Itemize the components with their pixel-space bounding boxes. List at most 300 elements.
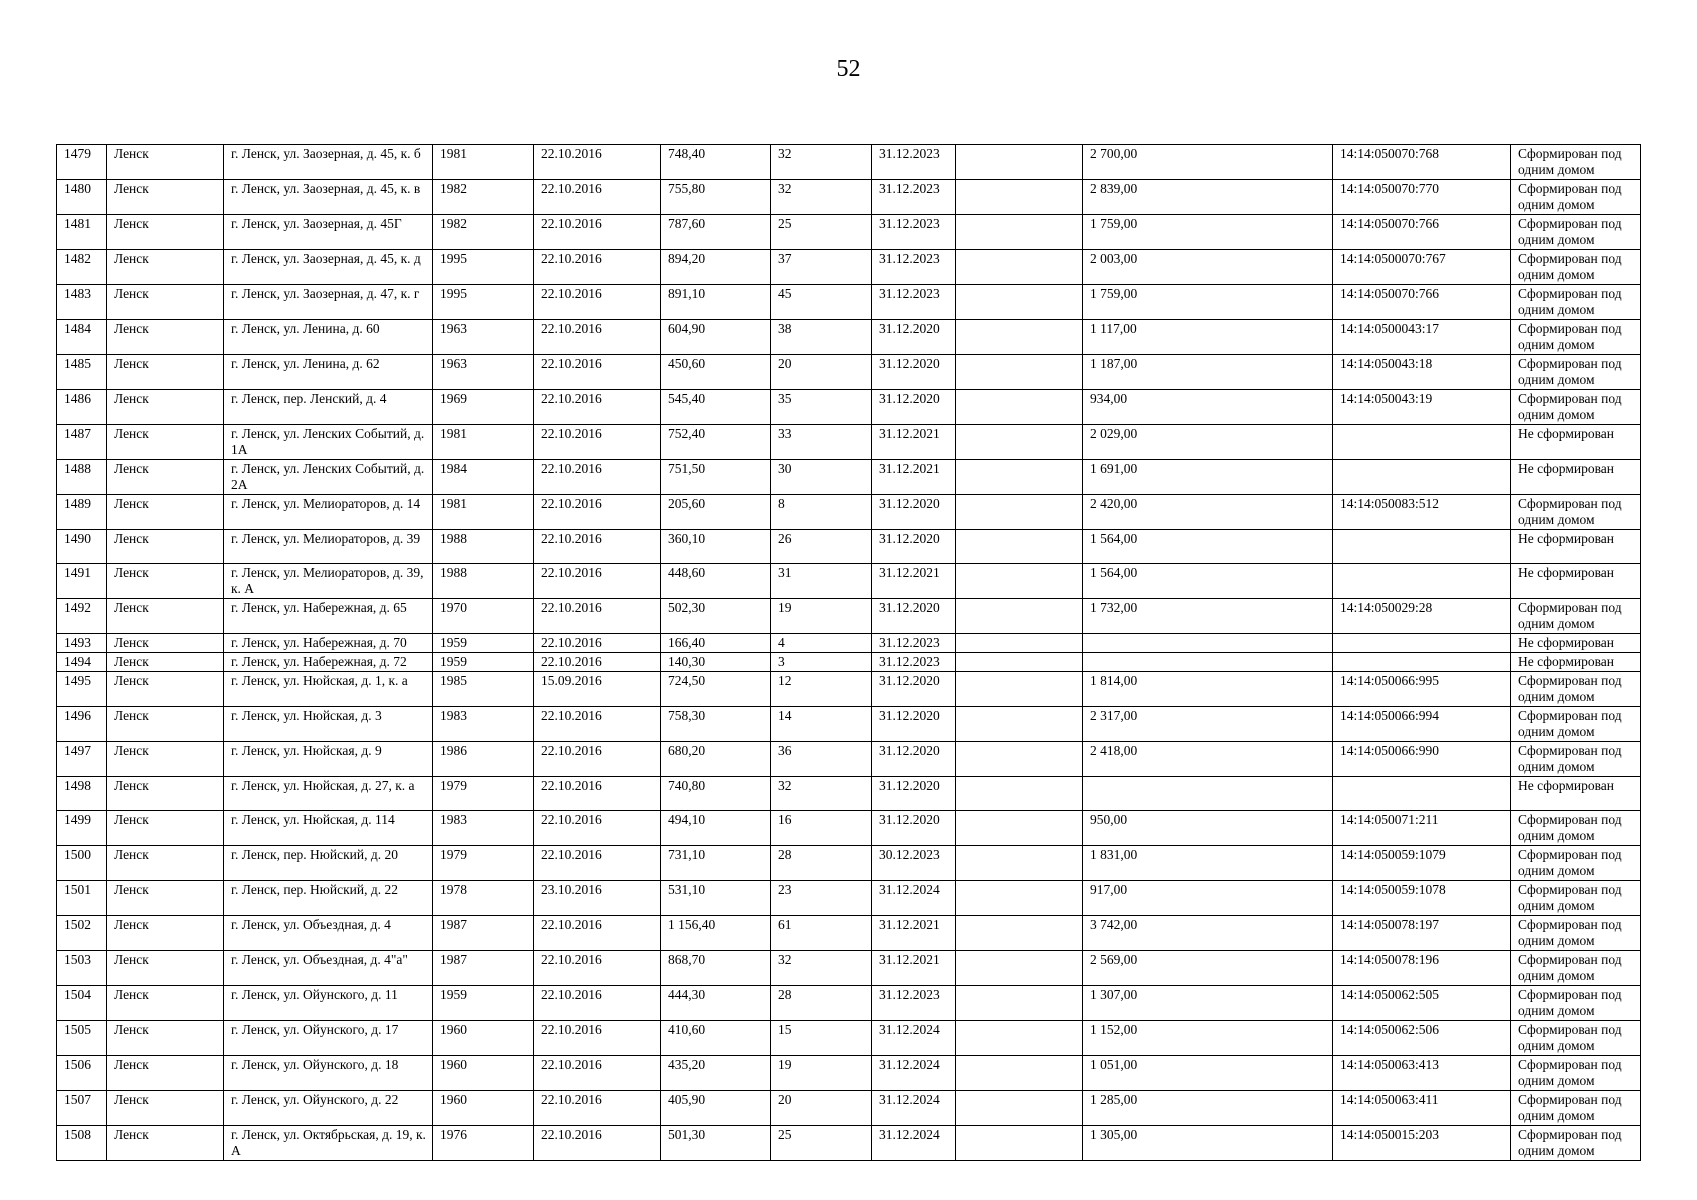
blank-cell bbox=[956, 390, 1083, 425]
cost-cell: 1 152,00 bbox=[1083, 1021, 1333, 1056]
blank-cell bbox=[956, 285, 1083, 320]
status-cell: Сформирован под одним домом bbox=[1511, 390, 1641, 425]
city-cell: Ленск bbox=[107, 390, 224, 425]
table-row bbox=[57, 215, 1641, 250]
address-cell: г. Ленск, пер. Нюйский, д. 22 bbox=[224, 881, 433, 916]
blank-cell bbox=[956, 145, 1083, 180]
address-cell: г. Ленск, ул. Ойунского, д. 11 bbox=[224, 986, 433, 1021]
cost-cell: 3 742,00 bbox=[1083, 916, 1333, 951]
build-year-cell: 1987 bbox=[433, 916, 534, 951]
blank-cell bbox=[956, 180, 1083, 215]
cost-cell: 1 759,00 bbox=[1083, 285, 1333, 320]
city-cell: Ленск bbox=[107, 1091, 224, 1126]
cadastral-number-cell: 14:14:050043:19 bbox=[1333, 390, 1511, 425]
residents-cell: 16 bbox=[771, 811, 872, 846]
residents-cell: 23 bbox=[771, 881, 872, 916]
date-cell: 22.10.2016 bbox=[534, 390, 661, 425]
residents-cell: 35 bbox=[771, 390, 872, 425]
date-cell: 22.10.2016 bbox=[534, 986, 661, 1021]
deadline-cell: 31.12.2023 bbox=[872, 250, 956, 285]
table-row bbox=[57, 672, 1641, 707]
cadastral-number-cell: 14:14:050062:505 bbox=[1333, 986, 1511, 1021]
build-year-cell: 1987 bbox=[433, 951, 534, 986]
status-cell: Сформирован под одним домом bbox=[1511, 672, 1641, 707]
address-cell: г. Ленск, ул. Объездная, д. 4 bbox=[224, 916, 433, 951]
status-cell: Сформирован под одним домом bbox=[1511, 742, 1641, 777]
city-cell: Ленск bbox=[107, 672, 224, 707]
residents-cell: 32 bbox=[771, 145, 872, 180]
table-row bbox=[57, 653, 1641, 672]
date-cell: 22.10.2016 bbox=[534, 1126, 661, 1161]
blank-cell bbox=[956, 1091, 1083, 1126]
build-year-cell: 1981 bbox=[433, 495, 534, 530]
table-row bbox=[57, 916, 1641, 951]
table-row bbox=[57, 1021, 1641, 1056]
blank-cell bbox=[956, 1056, 1083, 1091]
city-cell: Ленск bbox=[107, 564, 224, 599]
row-number-cell: 1493 bbox=[57, 634, 107, 653]
table-row bbox=[57, 564, 1641, 599]
address-cell: г. Ленск, ул. Октябрьская, д. 19, к. А bbox=[224, 1126, 433, 1161]
build-year-cell: 1963 bbox=[433, 355, 534, 390]
table-row bbox=[57, 355, 1641, 390]
city-cell: Ленск bbox=[107, 951, 224, 986]
deadline-cell: 31.12.2020 bbox=[872, 530, 956, 564]
city-cell: Ленск bbox=[107, 777, 224, 811]
row-number-cell: 1498 bbox=[57, 777, 107, 811]
cadastral-number-cell bbox=[1333, 425, 1511, 460]
row-number-cell: 1484 bbox=[57, 320, 107, 355]
status-cell: Не сформирован bbox=[1511, 530, 1641, 564]
residents-cell: 20 bbox=[771, 355, 872, 390]
residents-cell: 31 bbox=[771, 564, 872, 599]
build-year-cell: 1985 bbox=[433, 672, 534, 707]
cadastral-number-cell: 14:14:050063:411 bbox=[1333, 1091, 1511, 1126]
status-cell: Сформирован под одним домом bbox=[1511, 145, 1641, 180]
address-cell: г. Ленск, ул. Набережная, д. 70 bbox=[224, 634, 433, 653]
blank-cell bbox=[956, 634, 1083, 653]
residents-cell: 20 bbox=[771, 1091, 872, 1126]
date-cell: 22.10.2016 bbox=[534, 742, 661, 777]
build-year-cell: 1979 bbox=[433, 777, 534, 811]
status-cell: Сформирован под одним домом bbox=[1511, 916, 1641, 951]
registry-body bbox=[57, 145, 1641, 1161]
cost-cell: 1 285,00 bbox=[1083, 1091, 1333, 1126]
blank-cell bbox=[956, 777, 1083, 811]
cadastral-number-cell: 14:14:0500043:17 bbox=[1333, 320, 1511, 355]
build-year-cell: 1995 bbox=[433, 250, 534, 285]
blank-cell bbox=[956, 707, 1083, 742]
table-row bbox=[57, 707, 1641, 742]
deadline-cell: 31.12.2023 bbox=[872, 145, 956, 180]
row-number-cell: 1507 bbox=[57, 1091, 107, 1126]
area-cell: 680,20 bbox=[661, 742, 771, 777]
area-cell: 501,30 bbox=[661, 1126, 771, 1161]
date-cell: 22.10.2016 bbox=[534, 564, 661, 599]
deadline-cell: 31.12.2021 bbox=[872, 425, 956, 460]
table-row bbox=[57, 811, 1641, 846]
deadline-cell: 31.12.2023 bbox=[872, 986, 956, 1021]
area-cell: 731,10 bbox=[661, 846, 771, 881]
cadastral-number-cell: 14:14:050043:18 bbox=[1333, 355, 1511, 390]
date-cell: 22.10.2016 bbox=[534, 355, 661, 390]
address-cell: г. Ленск, ул. Набережная, д. 72 bbox=[224, 653, 433, 672]
blank-cell bbox=[956, 916, 1083, 951]
table-row bbox=[57, 1056, 1641, 1091]
row-number-cell: 1492 bbox=[57, 599, 107, 634]
table-row bbox=[57, 881, 1641, 916]
build-year-cell: 1976 bbox=[433, 1126, 534, 1161]
city-cell: Ленск bbox=[107, 460, 224, 495]
area-cell: 360,10 bbox=[661, 530, 771, 564]
table-row bbox=[57, 846, 1641, 881]
row-number-cell: 1499 bbox=[57, 811, 107, 846]
area-cell: 166,40 bbox=[661, 634, 771, 653]
date-cell: 22.10.2016 bbox=[534, 599, 661, 634]
blank-cell bbox=[956, 881, 1083, 916]
cadastral-number-cell bbox=[1333, 653, 1511, 672]
build-year-cell: 1995 bbox=[433, 285, 534, 320]
residents-cell: 3 bbox=[771, 653, 872, 672]
cadastral-number-cell: 14:14:050063:413 bbox=[1333, 1056, 1511, 1091]
status-cell: Сформирован под одним домом bbox=[1511, 707, 1641, 742]
address-cell: г. Ленск, ул. Мелиораторов, д. 39, к. А bbox=[224, 564, 433, 599]
row-number-cell: 1487 bbox=[57, 425, 107, 460]
cost-cell: 934,00 bbox=[1083, 390, 1333, 425]
address-cell: г. Ленск, пер. Нюйский, д. 20 bbox=[224, 846, 433, 881]
row-number-cell: 1497 bbox=[57, 742, 107, 777]
date-cell: 22.10.2016 bbox=[534, 707, 661, 742]
date-cell: 22.10.2016 bbox=[534, 250, 661, 285]
blank-cell bbox=[956, 530, 1083, 564]
blank-cell bbox=[956, 250, 1083, 285]
build-year-cell: 1983 bbox=[433, 707, 534, 742]
status-cell: Сформирован под одним домом bbox=[1511, 250, 1641, 285]
cadastral-number-cell: 14:14:050015:203 bbox=[1333, 1126, 1511, 1161]
status-cell: Сформирован под одним домом bbox=[1511, 1091, 1641, 1126]
status-cell: Сформирован под одним домом bbox=[1511, 1126, 1641, 1161]
row-number-cell: 1483 bbox=[57, 285, 107, 320]
deadline-cell: 31.12.2020 bbox=[872, 599, 956, 634]
table-row bbox=[57, 495, 1641, 530]
row-number-cell: 1486 bbox=[57, 390, 107, 425]
blank-cell bbox=[956, 599, 1083, 634]
row-number-cell: 1491 bbox=[57, 564, 107, 599]
table-row bbox=[57, 634, 1641, 653]
cost-cell: 1 691,00 bbox=[1083, 460, 1333, 495]
blank-cell bbox=[956, 742, 1083, 777]
cadastral-number-cell: 14:14:050066:994 bbox=[1333, 707, 1511, 742]
address-cell: г. Ленск, ул. Заозерная, д. 45, к. в bbox=[224, 180, 433, 215]
cost-cell: 2 839,00 bbox=[1083, 180, 1333, 215]
address-cell: г. Ленск, ул. Ойунского, д. 17 bbox=[224, 1021, 433, 1056]
deadline-cell: 31.12.2024 bbox=[872, 881, 956, 916]
residents-cell: 25 bbox=[771, 215, 872, 250]
date-cell: 22.10.2016 bbox=[534, 1091, 661, 1126]
cost-cell: 1 564,00 bbox=[1083, 530, 1333, 564]
residents-cell: 45 bbox=[771, 285, 872, 320]
row-number-cell: 1502 bbox=[57, 916, 107, 951]
residents-cell: 14 bbox=[771, 707, 872, 742]
area-cell: 405,90 bbox=[661, 1091, 771, 1126]
deadline-cell: 31.12.2023 bbox=[872, 215, 956, 250]
residents-cell: 8 bbox=[771, 495, 872, 530]
row-number-cell: 1488 bbox=[57, 460, 107, 495]
status-cell: Не сформирован bbox=[1511, 653, 1641, 672]
table-row bbox=[57, 180, 1641, 215]
row-number-cell: 1485 bbox=[57, 355, 107, 390]
city-cell: Ленск bbox=[107, 145, 224, 180]
city-cell: Ленск bbox=[107, 846, 224, 881]
date-cell: 22.10.2016 bbox=[534, 916, 661, 951]
deadline-cell: 31.12.2021 bbox=[872, 951, 956, 986]
table-row bbox=[57, 986, 1641, 1021]
area-cell: 410,60 bbox=[661, 1021, 771, 1056]
row-number-cell: 1481 bbox=[57, 215, 107, 250]
residents-cell: 15 bbox=[771, 1021, 872, 1056]
address-cell: г. Ленск, ул. Мелиораторов, д. 39 bbox=[224, 530, 433, 564]
residents-cell: 32 bbox=[771, 777, 872, 811]
city-cell: Ленск bbox=[107, 599, 224, 634]
row-number-cell: 1508 bbox=[57, 1126, 107, 1161]
city-cell: Ленск bbox=[107, 1056, 224, 1091]
deadline-cell: 31.12.2020 bbox=[872, 495, 956, 530]
city-cell: Ленск bbox=[107, 495, 224, 530]
residents-cell: 30 bbox=[771, 460, 872, 495]
build-year-cell: 1969 bbox=[433, 390, 534, 425]
area-cell: 740,80 bbox=[661, 777, 771, 811]
cost-cell: 1 117,00 bbox=[1083, 320, 1333, 355]
area-cell: 435,20 bbox=[661, 1056, 771, 1091]
row-number-cell: 1489 bbox=[57, 495, 107, 530]
residents-cell: 37 bbox=[771, 250, 872, 285]
date-cell: 22.10.2016 bbox=[534, 495, 661, 530]
area-cell: 868,70 bbox=[661, 951, 771, 986]
table-row bbox=[57, 460, 1641, 495]
table-row bbox=[57, 951, 1641, 986]
address-cell: г. Ленск, ул. Заозерная, д. 45, к. б bbox=[224, 145, 433, 180]
build-year-cell: 1963 bbox=[433, 320, 534, 355]
date-cell: 22.10.2016 bbox=[534, 320, 661, 355]
cost-cell: 1 831,00 bbox=[1083, 846, 1333, 881]
address-cell: г. Ленск, ул. Ленских Событий, д. 2А bbox=[224, 460, 433, 495]
blank-cell bbox=[956, 986, 1083, 1021]
address-cell: г. Ленск, ул. Нюйская, д. 9 bbox=[224, 742, 433, 777]
deadline-cell: 31.12.2021 bbox=[872, 916, 956, 951]
deadline-cell: 31.12.2024 bbox=[872, 1056, 956, 1091]
date-cell: 22.10.2016 bbox=[534, 846, 661, 881]
residents-cell: 26 bbox=[771, 530, 872, 564]
row-number-cell: 1495 bbox=[57, 672, 107, 707]
cadastral-number-cell bbox=[1333, 460, 1511, 495]
date-cell: 22.10.2016 bbox=[534, 530, 661, 564]
table-row bbox=[57, 145, 1641, 180]
area-cell: 891,10 bbox=[661, 285, 771, 320]
blank-cell bbox=[956, 564, 1083, 599]
area-cell: 1 156,40 bbox=[661, 916, 771, 951]
row-number-cell: 1482 bbox=[57, 250, 107, 285]
address-cell: г. Ленск, ул. Ойунского, д. 22 bbox=[224, 1091, 433, 1126]
cadastral-number-cell: 14:14:050062:506 bbox=[1333, 1021, 1511, 1056]
city-cell: Ленск bbox=[107, 653, 224, 672]
city-cell: Ленск bbox=[107, 285, 224, 320]
area-cell: 450,60 bbox=[661, 355, 771, 390]
blank-cell bbox=[956, 1021, 1083, 1056]
cost-cell: 2 569,00 bbox=[1083, 951, 1333, 986]
table-row bbox=[57, 425, 1641, 460]
cost-cell: 917,00 bbox=[1083, 881, 1333, 916]
build-year-cell: 1984 bbox=[433, 460, 534, 495]
area-cell: 787,60 bbox=[661, 215, 771, 250]
cost-cell: 2 420,00 bbox=[1083, 495, 1333, 530]
deadline-cell: 31.12.2020 bbox=[872, 777, 956, 811]
date-cell: 23.10.2016 bbox=[534, 881, 661, 916]
deadline-cell: 31.12.2024 bbox=[872, 1091, 956, 1126]
city-cell: Ленск bbox=[107, 320, 224, 355]
date-cell: 15.09.2016 bbox=[534, 672, 661, 707]
housing-registry-table bbox=[56, 144, 1641, 1161]
city-cell: Ленск bbox=[107, 916, 224, 951]
city-cell: Ленск bbox=[107, 530, 224, 564]
residents-cell: 36 bbox=[771, 742, 872, 777]
deadline-cell: 31.12.2020 bbox=[872, 742, 956, 777]
area-cell: 444,30 bbox=[661, 986, 771, 1021]
status-cell: Сформирован под одним домом bbox=[1511, 320, 1641, 355]
date-cell: 22.10.2016 bbox=[534, 215, 661, 250]
cost-cell: 1 307,00 bbox=[1083, 986, 1333, 1021]
address-cell: г. Ленск, ул. Заозерная, д. 45, к. д bbox=[224, 250, 433, 285]
cadastral-number-cell: 14:14:050070:766 bbox=[1333, 285, 1511, 320]
address-cell: г. Ленск, ул. Ленина, д. 62 bbox=[224, 355, 433, 390]
cost-cell: 2 003,00 bbox=[1083, 250, 1333, 285]
area-cell: 894,20 bbox=[661, 250, 771, 285]
cadastral-number-cell: 14:14:0500070:767 bbox=[1333, 250, 1511, 285]
address-cell: г. Ленск, ул. Мелиораторов, д. 14 bbox=[224, 495, 433, 530]
build-year-cell: 1982 bbox=[433, 215, 534, 250]
area-cell: 205,60 bbox=[661, 495, 771, 530]
city-cell: Ленск bbox=[107, 425, 224, 460]
blank-cell bbox=[956, 811, 1083, 846]
address-cell: г. Ленск, ул. Нюйская, д. 3 bbox=[224, 707, 433, 742]
row-number-cell: 1480 bbox=[57, 180, 107, 215]
cost-cell: 1 187,00 bbox=[1083, 355, 1333, 390]
residents-cell: 28 bbox=[771, 986, 872, 1021]
status-cell: Сформирован под одним домом bbox=[1511, 986, 1641, 1021]
cost-cell: 2 700,00 bbox=[1083, 145, 1333, 180]
status-cell: Не сформирован bbox=[1511, 425, 1641, 460]
date-cell: 22.10.2016 bbox=[534, 285, 661, 320]
row-number-cell: 1504 bbox=[57, 986, 107, 1021]
date-cell: 22.10.2016 bbox=[534, 653, 661, 672]
area-cell: 531,10 bbox=[661, 881, 771, 916]
build-year-cell: 1981 bbox=[433, 145, 534, 180]
status-cell: Сформирован под одним домом bbox=[1511, 951, 1641, 986]
table-row bbox=[57, 320, 1641, 355]
residents-cell: 19 bbox=[771, 1056, 872, 1091]
table-row bbox=[57, 530, 1641, 564]
build-year-cell: 1979 bbox=[433, 846, 534, 881]
status-cell: Сформирован под одним домом bbox=[1511, 285, 1641, 320]
deadline-cell: 31.12.2020 bbox=[872, 355, 956, 390]
area-cell: 448,60 bbox=[661, 564, 771, 599]
date-cell: 22.10.2016 bbox=[534, 1056, 661, 1091]
city-cell: Ленск bbox=[107, 180, 224, 215]
date-cell: 22.10.2016 bbox=[534, 951, 661, 986]
build-year-cell: 1988 bbox=[433, 564, 534, 599]
cost-cell: 1 732,00 bbox=[1083, 599, 1333, 634]
residents-cell: 32 bbox=[771, 951, 872, 986]
table-row bbox=[57, 285, 1641, 320]
status-cell: Не сформирован bbox=[1511, 460, 1641, 495]
deadline-cell: 31.12.2024 bbox=[872, 1126, 956, 1161]
date-cell: 22.10.2016 bbox=[534, 777, 661, 811]
residents-cell: 25 bbox=[771, 1126, 872, 1161]
city-cell: Ленск bbox=[107, 707, 224, 742]
residents-cell: 33 bbox=[771, 425, 872, 460]
status-cell: Не сформирован bbox=[1511, 777, 1641, 811]
row-number-cell: 1496 bbox=[57, 707, 107, 742]
residents-cell: 4 bbox=[771, 634, 872, 653]
status-cell: Сформирован под одним домом bbox=[1511, 495, 1641, 530]
build-year-cell: 1986 bbox=[433, 742, 534, 777]
date-cell: 22.10.2016 bbox=[534, 180, 661, 215]
area-cell: 494,10 bbox=[661, 811, 771, 846]
city-cell: Ленск bbox=[107, 986, 224, 1021]
area-cell: 140,30 bbox=[661, 653, 771, 672]
status-cell: Не сформирован bbox=[1511, 564, 1641, 599]
city-cell: Ленск bbox=[107, 355, 224, 390]
address-cell: г. Ленск, ул. Ленина, д. 60 bbox=[224, 320, 433, 355]
city-cell: Ленск bbox=[107, 634, 224, 653]
cadastral-number-cell: 14:14:050070:768 bbox=[1333, 145, 1511, 180]
area-cell: 751,50 bbox=[661, 460, 771, 495]
cadastral-number-cell: 14:14:050078:196 bbox=[1333, 951, 1511, 986]
status-cell: Сформирован под одним домом bbox=[1511, 355, 1641, 390]
cadastral-number-cell bbox=[1333, 564, 1511, 599]
address-cell: г. Ленск, ул. Объездная, д. 4"а" bbox=[224, 951, 433, 986]
status-cell: Сформирован под одним домом bbox=[1511, 599, 1641, 634]
cost-cell: 950,00 bbox=[1083, 811, 1333, 846]
cadastral-number-cell: 14:14:050078:197 bbox=[1333, 916, 1511, 951]
deadline-cell: 31.12.2020 bbox=[872, 390, 956, 425]
row-number-cell: 1505 bbox=[57, 1021, 107, 1056]
blank-cell bbox=[956, 320, 1083, 355]
status-cell: Сформирован под одним домом bbox=[1511, 180, 1641, 215]
blank-cell bbox=[956, 1126, 1083, 1161]
deadline-cell: 31.12.2021 bbox=[872, 564, 956, 599]
date-cell: 22.10.2016 bbox=[534, 145, 661, 180]
date-cell: 22.10.2016 bbox=[534, 634, 661, 653]
date-cell: 22.10.2016 bbox=[534, 425, 661, 460]
area-cell: 502,30 bbox=[661, 599, 771, 634]
address-cell: г. Ленск, ул. Нюйская, д. 114 bbox=[224, 811, 433, 846]
blank-cell bbox=[956, 215, 1083, 250]
build-year-cell: 1959 bbox=[433, 634, 534, 653]
cost-cell: 1 051,00 bbox=[1083, 1056, 1333, 1091]
cost-cell: 2 418,00 bbox=[1083, 742, 1333, 777]
row-number-cell: 1494 bbox=[57, 653, 107, 672]
address-cell: г. Ленск, ул. Нюйская, д. 1, к. а bbox=[224, 672, 433, 707]
cost-cell: 1 564,00 bbox=[1083, 564, 1333, 599]
table-row bbox=[57, 777, 1641, 811]
deadline-cell: 31.12.2021 bbox=[872, 460, 956, 495]
cost-cell: 2 029,00 bbox=[1083, 425, 1333, 460]
cadastral-number-cell: 14:14:050071:211 bbox=[1333, 811, 1511, 846]
build-year-cell: 1981 bbox=[433, 425, 534, 460]
city-cell: Ленск bbox=[107, 881, 224, 916]
address-cell: г. Ленск, ул. Заозерная, д. 45Г bbox=[224, 215, 433, 250]
blank-cell bbox=[956, 653, 1083, 672]
